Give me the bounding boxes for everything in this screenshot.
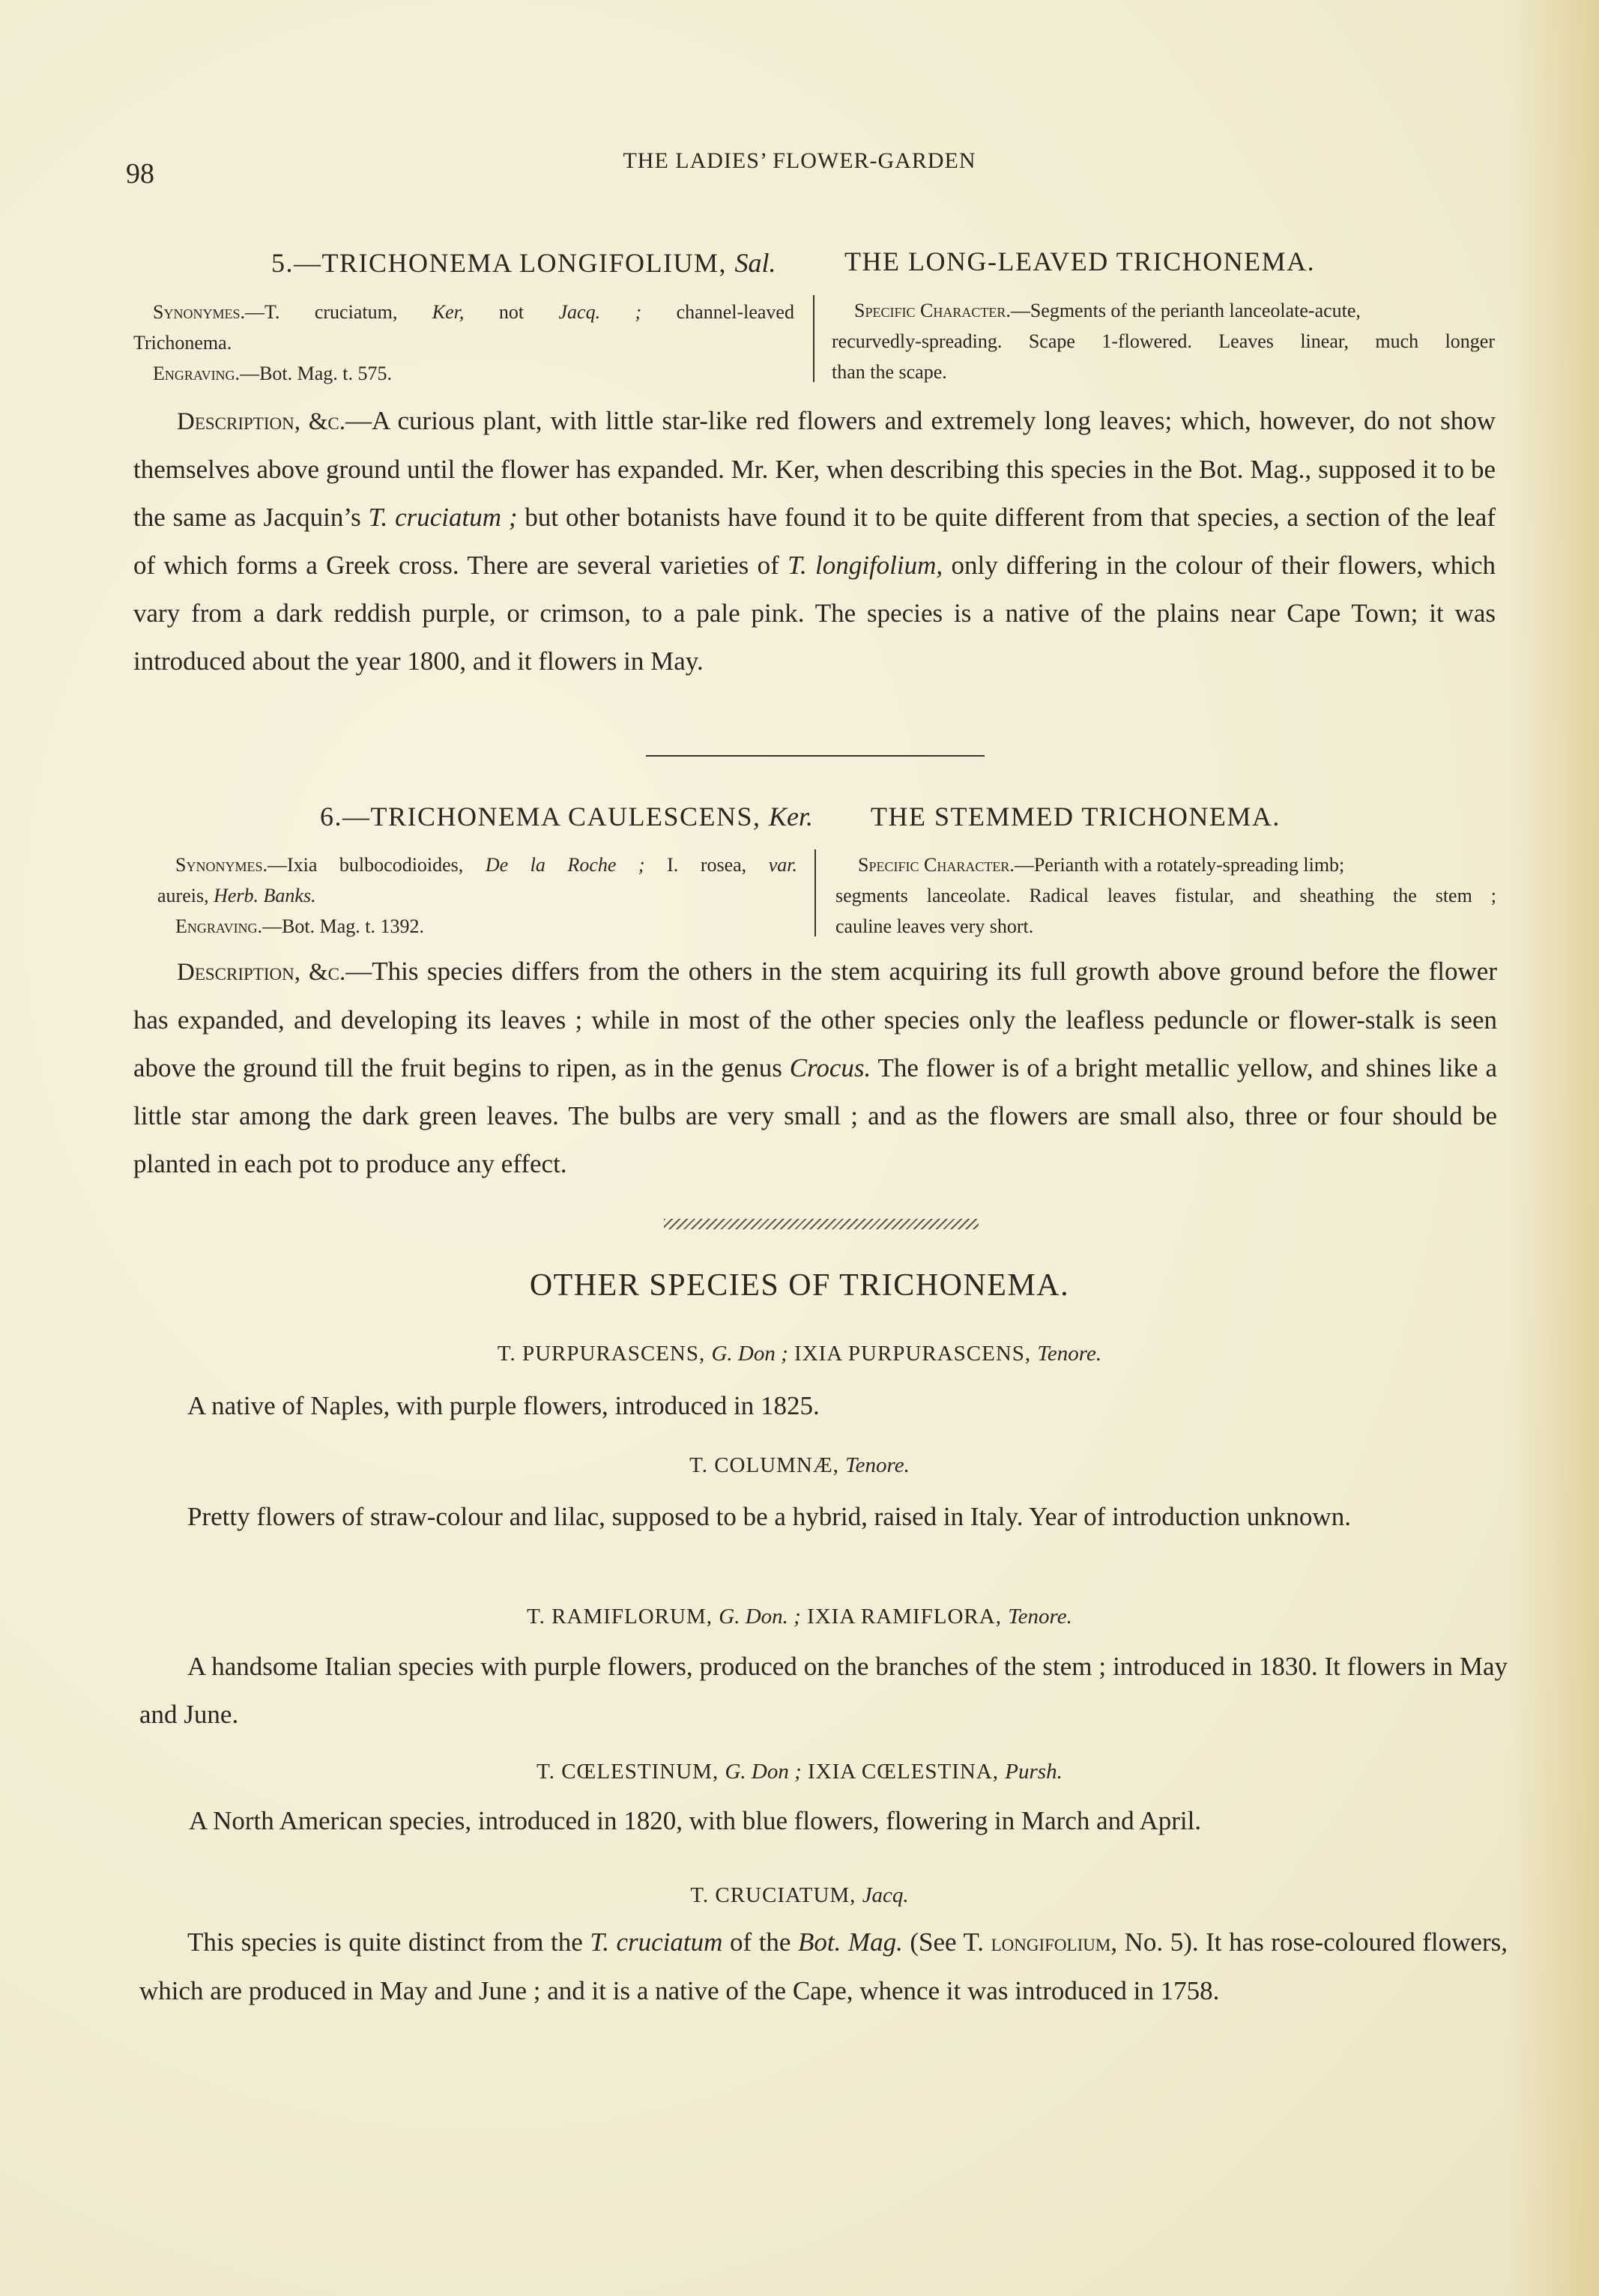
ornamental-wavy-divider: [664, 1219, 979, 1229]
species6-title: 6.—TRICHONEMA CAULESCENS, Ker.: [320, 802, 814, 832]
other-species-3-heading: T. RAMIFLORUM, G. Don. ; IXIA RAMIFLORA, Tenore.: [527, 1605, 1072, 1629]
other-species-2-heading: T. COLUMNÆ, Tenore.: [689, 1453, 910, 1477]
species6-specific-character: Specific Character.—Perianth with a rotately-spreading limb; segments lanceolate. Radical leaves fistular, and sheathing the stem ; cauline leaves very short.: [835, 854, 1496, 937]
other-species-2-text: Pretty flowers of straw-colour and lilac, supposed to be a hybrid, raised in Italy. Year of introduction unknown.: [187, 1502, 1351, 1531]
page-edge-shade: [1509, 0, 1599, 2296]
species5-description: Description, &c.—A curious plant, with little star-like red flowers and extremely long leaves; which, however, do not show themselves above ground until the flower has expanded. Mr. Ker, when describing this species in the Bot. Mag., supposed it to be the same as Jacquin’s T. cruciatum ; but other botanists have found it to be quite different from that species, a section of the leaf of which forms a Greek cross. There are several varieties of T. longifolium, only differing in the colour of their flowers, which vary from a dark reddish purple, or crimson, to a pale pink. The species is a native of the plains near Cape Town; it was introduced about the year 1800, and it flowers in May.: [133, 406, 1496, 676]
species6-common-name: THE STEMMED TRICHONEMA.: [871, 802, 1281, 832]
section-divider-rule: [646, 755, 985, 757]
species6-description: Description, &c.—This species differs from the others in the stem acquiring its full growth above ground before the flower has expanded, and developing its leaves ; while in most of the other species only the leafless peduncle or flower-stalk is seen above the ground till the fruit begins to ripen, as in the genus Crocus. The flower is of a bright metallic yellow, and shines like a little star among the dark green leaves. The bulbs are very small ; and as the flowers are small also, three or four should be planted in each pot to produce any effect.: [133, 957, 1497, 1178]
species5-synonymes: Synonymes.—T. cruciatum, Ker, not Jacq. ; channel-leaved Trichonema. Engraving.—Bot. Mag. t. 575.: [133, 301, 794, 384]
other-species-1-heading: T. PURPURASCENS, G. Don ; IXIA PURPURASCENS, Tenore.: [497, 1342, 1102, 1366]
running-head: THE LADIES’ FLOWER-GARDEN: [623, 148, 976, 173]
species5-specific-character: Specific Character.—Segments of the perianth lanceolate-acute, recurvedly-spreading. Scape 1-flowered. Leaves linear, much longer than the scape.: [832, 300, 1495, 383]
other-species-heading: OTHER SPECIES OF TRICHONEMA.: [529, 1268, 1070, 1303]
other-species-5-text: This species is quite distinct from the T. cruciatum of the Bot. Mag. (See T. longifolium, No. 5). It has rose-coloured flowers, which are produced in May and June ; and it is a native of the Cape, whence it was introduced in 1758.: [139, 1927, 1508, 2005]
other-species-4-text: A North American species, introduced in 1820, with blue flowers, flowering in March and April.: [189, 1806, 1202, 1835]
species6-synonymes: Synonymes.—Ixia bulbocodioides, De la Roche ; I. rosea, var. aureis, Herb. Banks. Engraving.—Bot. Mag. t. 1392.: [157, 854, 797, 937]
other-species-4-heading: T. CŒLESTINUM, G. Don ; IXIA CŒLESTINA, Pursh.: [536, 1760, 1063, 1784]
page-number: 98: [126, 158, 154, 190]
species5-common-name: THE LONG-LEAVED TRICHONEMA.: [844, 246, 1316, 276]
species6-column-divider: [814, 849, 816, 936]
other-species-1-text: A native of Naples, with purple flowers, introduced in 1825.: [187, 1391, 820, 1420]
species5-title: 5.—TRICHONEMA LONGIFOLIUM, Sal.: [271, 248, 776, 278]
other-species-3-text: A handsome Italian species with purple flowers, produced on the branches of the stem ; introduced in 1830. It flowers in May and June.: [139, 1652, 1508, 1729]
other-species-5-heading: T. CRUCIATUM, Jacq.: [690, 1883, 909, 1907]
species5-column-divider: [813, 295, 814, 382]
